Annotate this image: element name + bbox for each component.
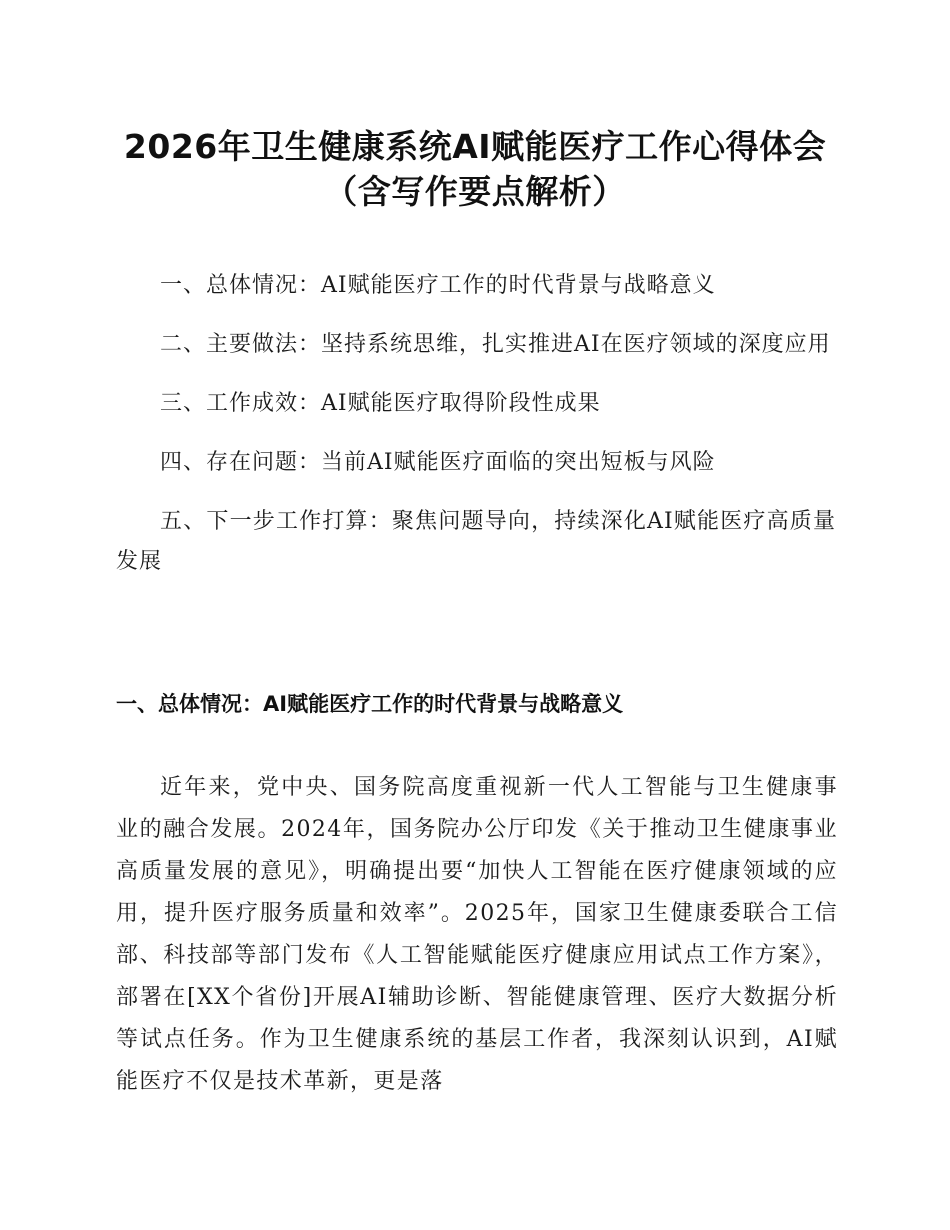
title-line-subtitle: （含写作要点解析） — [324, 172, 626, 211]
toc-item-2: 二、主要做法：坚持系统思维，扎实推进AI在医疗领域的深度应用 — [160, 332, 831, 357]
table-of-contents — [116, 266, 836, 601]
title-line-main: 2026年卫生健康系统AI赋能医疗工作心得体会 — [123, 127, 827, 166]
toc-item-1: 一、总体情况：AI赋能医疗工作的时代背景与战略意义 — [160, 273, 716, 298]
document-title — [0, 124, 950, 214]
toc-item-4: 四、存在问题：当前AI赋能医疗面临的突出短板与风险 — [160, 450, 716, 475]
section-heading-1: 一、总体情况：AI赋能医疗工作的时代背景与战略意义 — [116, 692, 624, 716]
toc-item-3: 三、工作成效：AI赋能医疗取得阶段性成果 — [160, 391, 601, 416]
toc-item-5: 五、下一步工作打算：聚焦问题导向，持续深化AI赋能医疗高质量发展 — [116, 509, 836, 574]
section-1-paragraph: 近年来，党中央、国务院高度重视新一代人工智能与卫生健康事业的融合发展。2024年，国务院办公厅印发《关于推动卫生健康事业高质量发展的意见》，明确提出要“加快人工智能在医疗健康领域的应用，提升医疗服务质量和效率”。2025年，国家卫生健康委联合工信部、科技部等部门发布《人工智能赋能医疗健康应用试点工作方案》，部署在[XX个省份]开展AI辅助诊断、智能健康管理、医疗大数据分析等试点任务。作为卫生健康系统的基层工作者，我深刻认识到，AI赋能医疗不仅是技术革新，更是落 — [116, 775, 838, 1094]
